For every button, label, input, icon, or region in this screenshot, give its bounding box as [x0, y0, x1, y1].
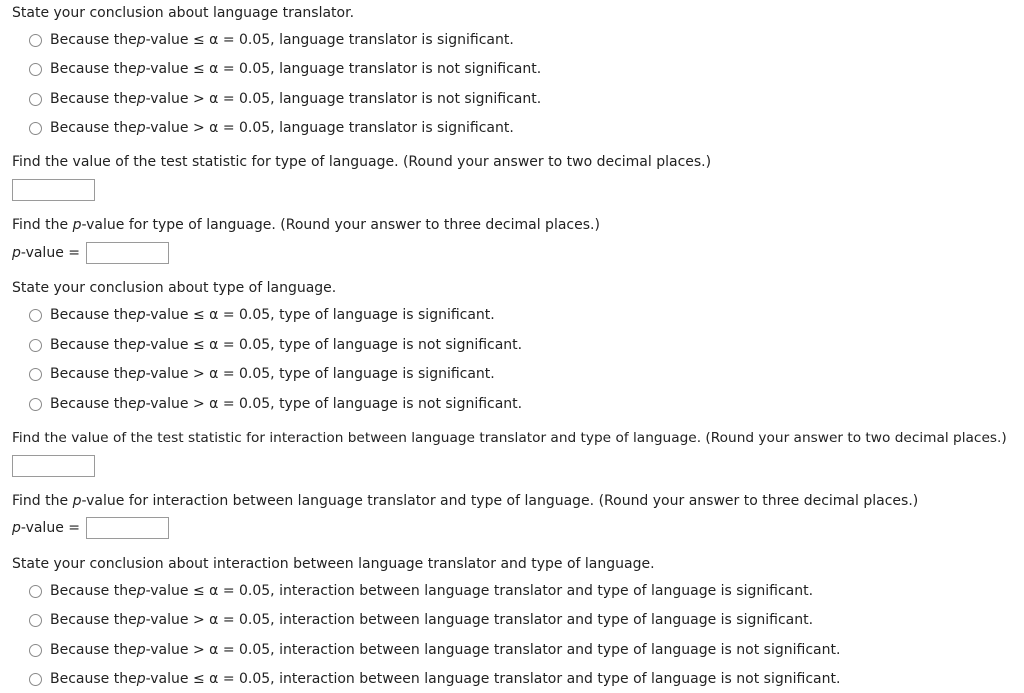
question-p-value-type-of-language: Find the p-value for type of language. (Round your answer to three decimal places.)	[12, 217, 600, 233]
p-value-label: p-value =	[12, 245, 80, 261]
radio-option[interactable]: Because the p -value > α = 0.05, language translator is significant.	[29, 120, 514, 136]
p-value-row	[12, 517, 169, 539]
radio-option[interactable]: Because the p -value > α = 0.05, language translator is not significant.	[29, 91, 541, 107]
question-language-translator-conclusion: State your conclusion about language translator.	[12, 5, 355, 21]
radio-button[interactable]	[29, 339, 42, 352]
radio-option[interactable]: Because the p -value > α = 0.05, type of language is not significant.	[29, 396, 522, 412]
p-value-label: p-value =	[12, 520, 80, 536]
radio-button[interactable]	[29, 93, 42, 106]
question-type-of-language-conclusion: State your conclusion about type of language.	[12, 280, 337, 296]
radio-option[interactable]: Because the p -value ≤ α = 0.05, language translator is not significant.	[29, 61, 541, 77]
question-test-statistic-interaction: Find the value of the test statistic for interaction between language translator and type of language. (Round your answer to two decimal places.)	[12, 430, 1007, 446]
question-interaction-conclusion: State your conclusion about interaction between language translator and type of language.	[12, 556, 655, 572]
radio-button[interactable]	[29, 34, 42, 47]
radio-button[interactable]	[29, 63, 42, 76]
radio-option[interactable]: Because the p -value > α = 0.05, type of language is significant.	[29, 366, 495, 382]
radio-button[interactable]	[29, 673, 42, 686]
radio-button[interactable]	[29, 398, 42, 411]
question-test-statistic-type-of-language: Find the value of the test statistic for type of language. (Round your answer to two decimal places.)	[12, 154, 712, 170]
radio-option[interactable]: Because the p -value ≤ α = 0.05, language translator is significant.	[29, 32, 514, 48]
radio-button[interactable]	[29, 122, 42, 135]
test-statistic-type-input[interactable]	[12, 179, 95, 201]
radio-button[interactable]	[29, 644, 42, 657]
radio-option[interactable]: Because the p -value ≤ α = 0.05, type of language is significant.	[29, 307, 495, 323]
question-p-value-interaction: Find the p-value for interaction between language translator and type of language. (Round your answer to three decimal places.)	[12, 493, 919, 509]
radio-option[interactable]: Because the p -value > α = 0.05, interaction between language translator and type of language is significant.	[29, 612, 813, 628]
test-statistic-interaction-input[interactable]	[12, 455, 95, 477]
radio-button[interactable]	[29, 585, 42, 598]
radio-option[interactable]: Because the p -value ≤ α = 0.05, type of language is not significant.	[29, 337, 522, 353]
radio-button[interactable]	[29, 368, 42, 381]
p-value-row	[12, 242, 169, 264]
p-value-interaction-input[interactable]	[86, 517, 169, 539]
radio-button[interactable]	[29, 614, 42, 627]
radio-option[interactable]: Because the p -value > α = 0.05, interaction between language translator and type of language is not significant.	[29, 642, 840, 658]
radio-button[interactable]	[29, 309, 42, 322]
radio-option[interactable]: Because the p -value ≤ α = 0.05, interaction between language translator and type of language is significant.	[29, 583, 813, 599]
radio-option[interactable]: Because the p -value ≤ α = 0.05, interaction between language translator and type of language is not significant.	[29, 671, 840, 687]
p-value-type-input[interactable]	[86, 242, 169, 264]
